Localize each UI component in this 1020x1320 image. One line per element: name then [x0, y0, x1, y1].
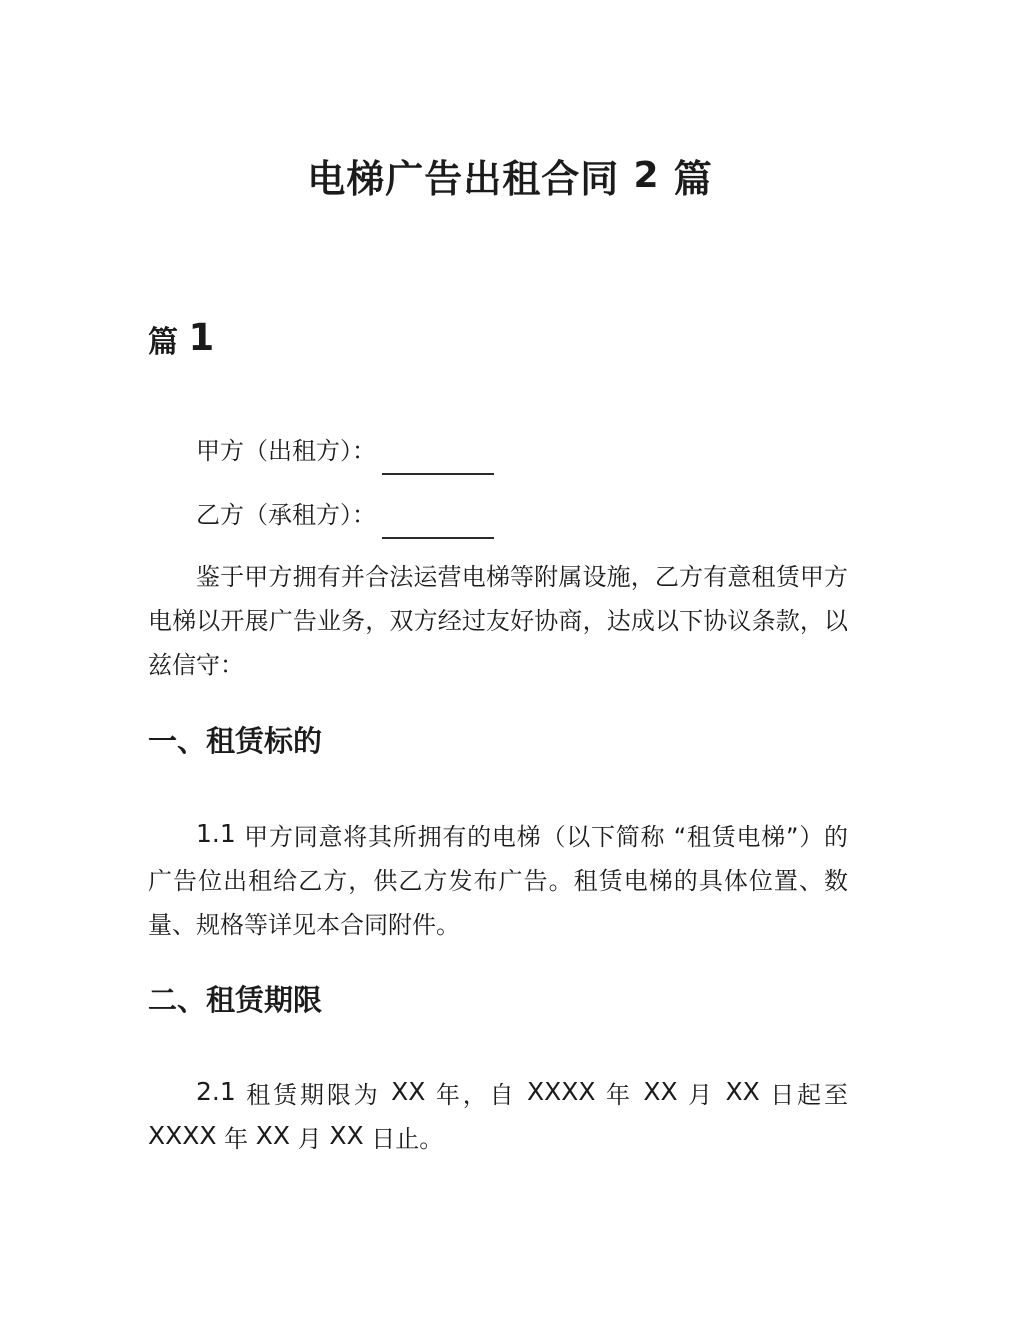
cjk-text-run: 月 [677, 1081, 726, 1109]
cjk-text-run: 租赁期限为 [235, 1081, 392, 1109]
cjk-text-run: 日止。 [363, 1125, 444, 1153]
cjk-text-run: 篇 [148, 325, 189, 360]
cjk-text-run: 年 [216, 1125, 256, 1153]
cjk-text-run: 日起至 [759, 1081, 849, 1109]
latin-text-run: XXXX [526, 1077, 596, 1106]
party-a-line [148, 429, 848, 475]
clause-heading-2: 二、租赁期限 [148, 983, 323, 1017]
document-title [0, 0, 1020, 210]
latin-text-run: XX [255, 1121, 291, 1150]
latin-text-run: 1.1 [196, 819, 236, 848]
latin-text-run: 2.1 [196, 1077, 236, 1106]
latin-text-run: XX [329, 1121, 364, 1150]
party-b-label: 乙方（承租方）： [196, 501, 376, 529]
clause-2-1-paragraph [148, 1073, 848, 1161]
latin-text-run: 2 [633, 155, 660, 196]
party-b-blank-underline [382, 493, 494, 539]
party-a-label: 甲方（出租方）： [196, 437, 376, 465]
section-1-label [148, 314, 848, 369]
latin-text-run: 1 [188, 316, 215, 359]
latin-text-run: XX [725, 1077, 760, 1106]
clause-heading-1: 一、租赁标的 [148, 724, 323, 758]
latin-text-run: XX [643, 1077, 678, 1106]
cjk-text-run: 年 [595, 1081, 644, 1109]
clause-1-1-paragraph [148, 815, 848, 947]
latin-text-run: XXXX [148, 1121, 217, 1150]
party-a-blank-underline [382, 429, 494, 475]
cjk-text-run: 甲方同意将其所拥有的电梯（以下简称 “租赁电梯”）的广告位出租给乙方，供乙方发布广告。租赁电梯的具体位置、数量、规格等详见本合同附件。 [148, 823, 848, 939]
latin-text-run: XX [391, 1077, 426, 1106]
preamble-paragraph: 鉴于甲方拥有并合法运营电梯等附属设施，乙方有意租赁甲方电梯以开展广告业务，双方经过友好协商，达成以下协议条款，以兹信守： [148, 563, 848, 679]
document-body [148, 314, 848, 1161]
cjk-text-run: 年，自 [425, 1081, 527, 1109]
party-b-line [148, 493, 848, 539]
cjk-text-run: 月 [290, 1125, 330, 1153]
cjk-text-run: 电梯广告出租合同 [307, 157, 634, 201]
cjk-text-run: 篇 [659, 157, 713, 201]
